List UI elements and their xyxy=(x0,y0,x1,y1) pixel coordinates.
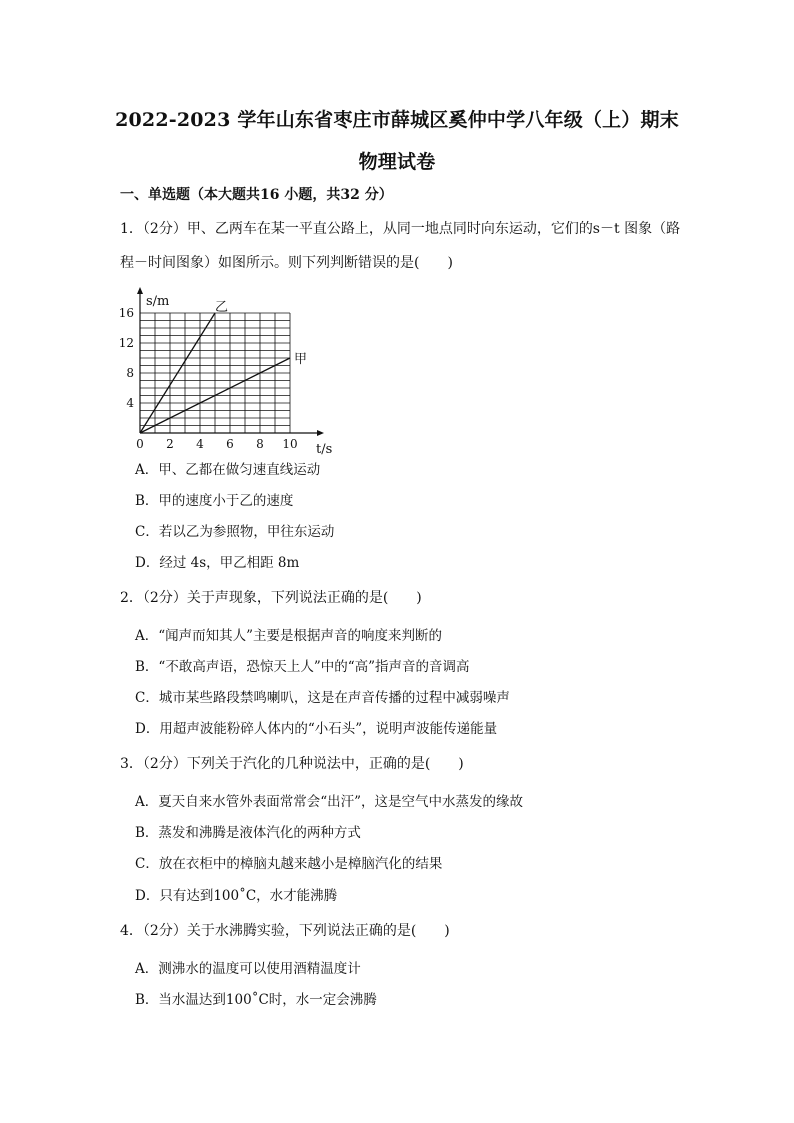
y-axis-label: s/m xyxy=(146,294,170,309)
question-1-option-c: C．若以乙为参照物，甲往东运动 xyxy=(135,524,335,540)
y-tick-label: 12 xyxy=(118,336,134,350)
series-label: 甲 xyxy=(294,352,308,367)
question-2-option-c: C．城市某些路段禁鸣喇叭，这是在声音传播的过程中减弱噪声 xyxy=(135,690,510,706)
st-graph-chart xyxy=(112,285,342,457)
y-tick-label: 4 xyxy=(126,396,134,410)
question-3-option-b: B．蒸发和沸腾是液体汽化的两种方式 xyxy=(135,825,361,841)
question-1-option-b: B．甲的速度小于乙的速度 xyxy=(135,493,294,509)
x-tick-label: 6 xyxy=(226,437,234,451)
question-2-stem: 2．（2分）关于声现象，下列说法正确的是( ) xyxy=(120,590,422,606)
question-2-option-a: A．“闻声而知其人”主要是根据声音的响度来判断的 xyxy=(135,628,443,644)
question-4-option-a: A．测沸水的温度可以使用酒精温度计 xyxy=(135,961,361,977)
question-2-option-b: B．“不敢高声语，恐惊天上人”中的“高”指声音的音调高 xyxy=(135,659,470,675)
question-1-option-a: A．甲、乙都在做匀速直线运动 xyxy=(135,462,321,478)
question-3-option-c: C．放在衣柜中的樟脑丸越来越小是樟脑汽化的结果 xyxy=(135,856,443,872)
x-tick-label: 2 xyxy=(166,437,174,451)
x-tick-label: 4 xyxy=(196,437,204,451)
exam-title-line1: 2022-2023 学年山东省枣庄市薛城区奚仲中学八年级（上）期末 xyxy=(115,109,679,131)
exam-title-line2: 物理试卷 xyxy=(358,151,436,173)
x-tick-label: 10 xyxy=(282,437,298,451)
x-tick-label: 8 xyxy=(256,437,264,451)
x-tick-label: 0 xyxy=(136,437,144,451)
question-1-stem-line1: 1．（2分）甲、乙两车在某一平直公路上，从同一地点同时向东运动，它们的s－t 图象（路 xyxy=(120,221,681,237)
question-4-stem: 4．（2分）关于水沸腾实验，下列说法正确的是( ) xyxy=(120,923,450,939)
series-label: 乙 xyxy=(215,300,229,315)
x-axis-label: t/s xyxy=(316,442,333,457)
x-axis-arrow xyxy=(317,430,324,436)
y-tick-label: 16 xyxy=(118,306,134,320)
question-2-option-d: D．用超声波能粉碎人体内的“小石头”，说明声波能传递能量 xyxy=(135,721,498,737)
question-3-option-d: D．只有达到100˚C，水才能沸腾 xyxy=(135,888,338,904)
question-3-stem: 3．（2分）下列关于汽化的几种说法中，正确的是( ) xyxy=(120,756,464,772)
y-tick-label: 8 xyxy=(126,366,134,380)
question-3-option-a: A．夏天自来水管外表面常常会“出汗”，这是空气中水蒸发的缘故 xyxy=(135,794,524,810)
question-1-option-d: D．经过 4s，甲乙相距 8m xyxy=(135,555,300,571)
y-axis-arrow xyxy=(137,287,143,294)
question-1-stem-line2: 程－时间图象）如图所示。则下列判断错误的是( ) xyxy=(120,255,453,271)
question-4-option-b: B．当水温达到100˚C时，水一定会沸腾 xyxy=(135,992,377,1008)
section-heading: 一、单选题（本大题共16 小题，共32 分） xyxy=(120,187,393,203)
